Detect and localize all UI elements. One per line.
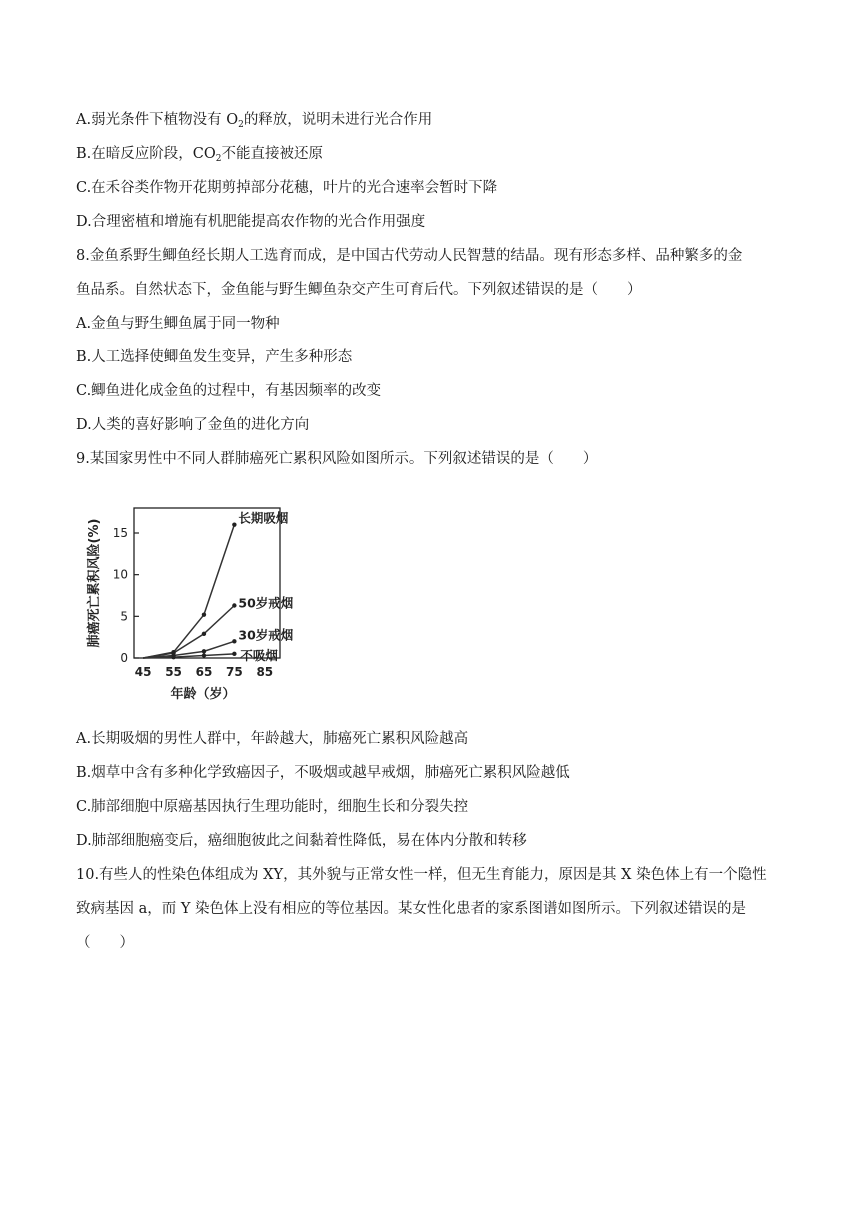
q7-option-c: C.在禾谷类作物开花期剪掉部分花穗，叶片的光合速率会暂时下降 — [76, 180, 498, 196]
y-tick-label: 10 — [112, 567, 128, 582]
series-point — [202, 632, 206, 636]
q7-option-a-text-1: A.弱光条件下植物没有 O — [76, 112, 239, 128]
q10-stem-line-2: 致病基因 a，而 Y 染色体上没有相应的等位基因。某女性化患者的家系图谱如图所示。下列叙述错误的是 — [76, 901, 747, 917]
q9-option-a: A.长期吸烟的男性人群中，年龄越大，肺癌死亡累积风险越高 — [76, 731, 469, 747]
series-point — [171, 655, 175, 659]
series-point — [232, 652, 236, 656]
q7-option-b-text-1: B.在暗反应阶段，CO — [76, 146, 216, 162]
q9-option-d: D.肺部细胞癌变后，癌细胞彼此之间黏着性降低，易在体内分散和转移 — [76, 833, 527, 849]
q7-option-a-text-2: 的释放，说明未进行光合作用 — [243, 112, 433, 128]
series-point — [202, 612, 206, 616]
x-tick-label: 85 — [256, 665, 274, 679]
y-axis-label: 肺癌死亡累积风险(%) — [87, 518, 102, 648]
q8-stem-line-1: 8.金鱼系野生鲫鱼经长期人工选育而成，是中国古代劳动人民智慧的结晶。现有形态多样、品种繁多的金 — [76, 248, 743, 264]
series-point — [232, 522, 236, 526]
series-line — [143, 606, 234, 659]
q7-option-a-subscript: 2 — [238, 120, 244, 130]
q8-option-d: D.人类的喜好影响了金鱼的进化方向 — [76, 417, 310, 433]
x-axis-label: 年龄（岁） — [170, 687, 236, 702]
q7-option-b — [76, 144, 323, 169]
series-label: 不吸烟 — [240, 647, 278, 663]
chart-svg — [84, 500, 294, 720]
q7-option-a — [76, 110, 432, 135]
q9-stem: 9.某国家男性中不同人群肺癌死亡累积风险如图所示。下列叙述错误的是（ ） — [76, 451, 598, 467]
lung-cancer-risk-chart — [84, 500, 294, 720]
q8-option-c: C.鲫鱼进化成金鱼的过程中，有基因频率的改变 — [76, 383, 382, 399]
y-tick-label: 15 — [112, 526, 128, 540]
q7-option-b-text-2: 不能直接被还原 — [221, 146, 323, 162]
q10-stem-line-1: 10.有些人的性染色体组成为 XY，其外貌与正常女性一样，但无生育能力，原因是其 X 染色体上有一个隐性 — [76, 867, 767, 883]
x-tick-label: 65 — [195, 665, 213, 679]
q10-stem-line-3: （ ） — [76, 935, 134, 951]
series-label: 30岁戒烟 — [238, 627, 294, 643]
x-tick-label: 55 — [165, 665, 182, 679]
q8-option-a: A.金鱼与野生鲫鱼属于同一物种 — [76, 316, 280, 332]
x-tick-label: 45 — [134, 665, 152, 679]
series-line — [143, 525, 234, 658]
series-point — [202, 649, 206, 653]
q8-stem-line-2: 鱼品系。自然状态下，金鱼能与野生鲫鱼杂交产生可育后代。下列叙述错误的是（ ） — [76, 282, 642, 298]
q8-option-b: B.人工选择使鲫鱼发生变异，产生多种形态 — [76, 349, 353, 365]
y-tick-label: 5 — [120, 609, 128, 624]
series-point — [232, 603, 236, 607]
q9-option-b: B.烟草中含有多种化学致癌因子，不吸烟或越早戒烟，肺癌死亡累积风险越低 — [76, 765, 570, 781]
q7-option-b-subscript: 2 — [215, 154, 222, 164]
series-point — [232, 639, 236, 643]
q9-option-c: C.肺部细胞中原癌基因执行生理功能时，细胞生长和分裂失控 — [76, 799, 469, 815]
x-tick-label: 75 — [226, 665, 243, 679]
series-label: 50岁戒烟 — [238, 595, 294, 611]
series-label: 长期吸烟 — [238, 510, 289, 526]
series-point — [202, 653, 206, 657]
q7-option-d: D.合理密植和增施有机肥能提高农作物的光合作用强度 — [76, 214, 426, 230]
y-tick-label: 0 — [120, 651, 128, 665]
